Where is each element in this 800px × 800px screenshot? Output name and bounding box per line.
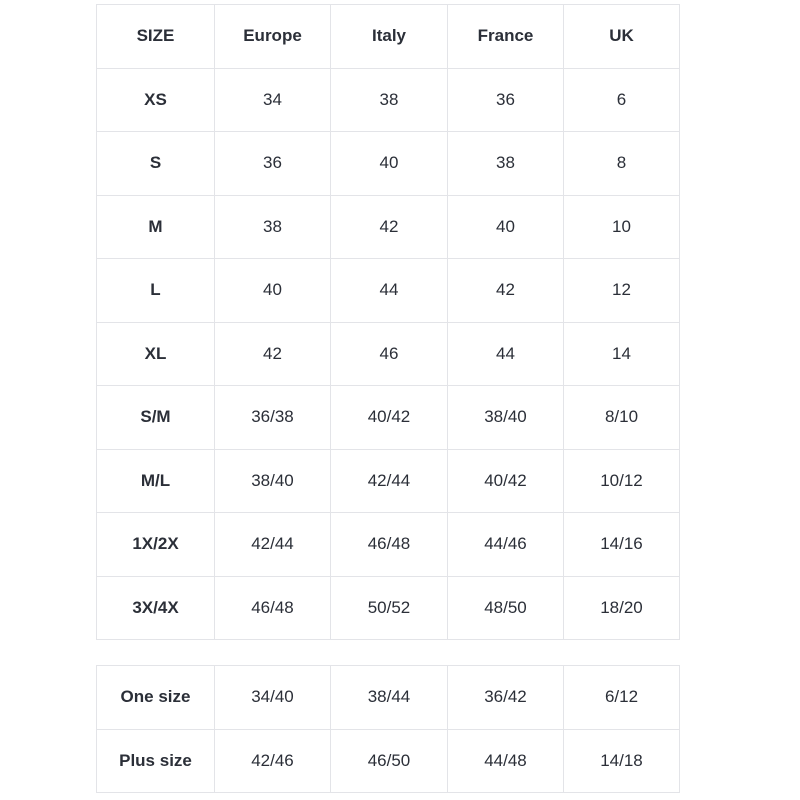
cell-italy: 38	[331, 68, 448, 132]
cell-italy: 38/44	[331, 666, 448, 730]
cell-europe: 40	[215, 259, 331, 323]
cell-italy: 46/50	[331, 729, 448, 793]
cell-italy: 46/48	[331, 513, 448, 577]
cell-france: 38/40	[448, 386, 564, 450]
column-header-uk: UK	[564, 5, 680, 69]
cell-france: 36	[448, 68, 564, 132]
row-label: M	[97, 195, 215, 259]
cell-uk: 10	[564, 195, 680, 259]
cell-france: 40	[448, 195, 564, 259]
table-row	[97, 132, 680, 196]
cell-france: 36/42	[448, 666, 564, 730]
cell-europe: 42/44	[215, 513, 331, 577]
row-label: One size	[97, 666, 215, 730]
column-header-europe: Europe	[215, 5, 331, 69]
cell-france: 42	[448, 259, 564, 323]
cell-europe: 42	[215, 322, 331, 386]
table-row	[97, 729, 680, 793]
row-label: Plus size	[97, 729, 215, 793]
cell-italy: 40/42	[331, 386, 448, 450]
cell-italy: 42/44	[331, 449, 448, 513]
table-row	[97, 68, 680, 132]
table-header	[97, 5, 680, 69]
cell-europe: 46/48	[215, 576, 331, 640]
table-row	[97, 322, 680, 386]
cell-uk: 6	[564, 68, 680, 132]
cell-europe: 42/46	[215, 729, 331, 793]
cell-uk: 14/18	[564, 729, 680, 793]
cell-italy: 50/52	[331, 576, 448, 640]
cell-uk: 12	[564, 259, 680, 323]
row-label: M/L	[97, 449, 215, 513]
cell-france: 44/48	[448, 729, 564, 793]
cell-europe: 38	[215, 195, 331, 259]
cell-uk: 18/20	[564, 576, 680, 640]
cell-uk: 10/12	[564, 449, 680, 513]
main-size-table-container	[96, 4, 679, 640]
cell-europe: 36	[215, 132, 331, 196]
row-label: L	[97, 259, 215, 323]
row-label: XL	[97, 322, 215, 386]
row-label: 3X/4X	[97, 576, 215, 640]
secondary-size-table-container	[96, 665, 679, 793]
row-label: 1X/2X	[97, 513, 215, 577]
table-row	[97, 195, 680, 259]
table-row	[97, 259, 680, 323]
table-header-row	[97, 5, 680, 69]
cell-france: 44	[448, 322, 564, 386]
cell-europe: 36/38	[215, 386, 331, 450]
cell-france: 44/46	[448, 513, 564, 577]
cell-uk: 8/10	[564, 386, 680, 450]
cell-italy: 40	[331, 132, 448, 196]
column-header-france: France	[448, 5, 564, 69]
table-row	[97, 576, 680, 640]
cell-italy: 46	[331, 322, 448, 386]
row-label: S	[97, 132, 215, 196]
cell-italy: 44	[331, 259, 448, 323]
column-header-italy: Italy	[331, 5, 448, 69]
cell-uk: 14	[564, 322, 680, 386]
table-row	[97, 666, 680, 730]
cell-italy: 42	[331, 195, 448, 259]
cell-uk: 8	[564, 132, 680, 196]
cell-uk: 14/16	[564, 513, 680, 577]
row-label: XS	[97, 68, 215, 132]
cell-france: 40/42	[448, 449, 564, 513]
cell-uk: 6/12	[564, 666, 680, 730]
table-row	[97, 513, 680, 577]
table-row	[97, 386, 680, 450]
table-body	[97, 666, 680, 793]
table-body	[97, 68, 680, 640]
secondary-size-table	[96, 665, 680, 793]
cell-europe: 34	[215, 68, 331, 132]
cell-france: 48/50	[448, 576, 564, 640]
row-label: S/M	[97, 386, 215, 450]
main-size-table	[96, 4, 680, 640]
column-header-size: SIZE	[97, 5, 215, 69]
cell-europe: 38/40	[215, 449, 331, 513]
table-row	[97, 449, 680, 513]
cell-europe: 34/40	[215, 666, 331, 730]
cell-france: 38	[448, 132, 564, 196]
